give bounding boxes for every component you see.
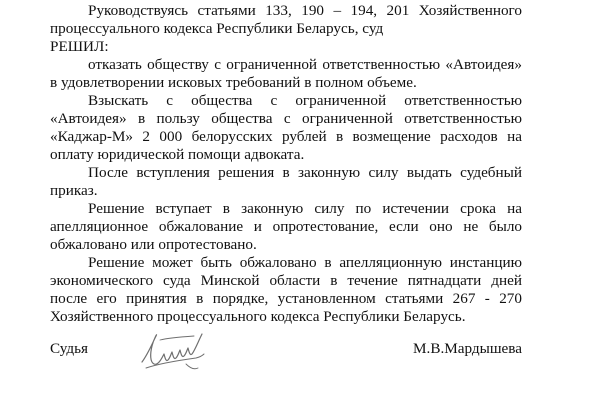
- signature-block: [50, 340, 522, 380]
- text-line: Решение вступает в законную силу по истечении срока на: [88, 200, 522, 217]
- text-line: «Автоидея» в пользу общества с ограниченной ответственностью: [50, 110, 522, 127]
- text-line: обжаловано или опротестовано.: [50, 236, 257, 253]
- handwritten-signature: [138, 328, 208, 374]
- text-line: процессуального кодекса Республики Беларусь, суд: [50, 20, 384, 37]
- text-line: РЕШИЛ:: [50, 38, 109, 55]
- text-line: экономического суда Минской области в течение пятнадцати дней: [50, 272, 522, 289]
- text-line: Хозяйственного процессуального кодекса Республики Беларусь.: [50, 308, 466, 325]
- text-line: после его принятия в порядке, установленном статьями 267 - 270: [50, 290, 522, 307]
- judge-label: Судья: [50, 340, 89, 357]
- text-line: апелляционное обжалование и опротестование, если оно не было: [50, 218, 522, 235]
- text-line: После вступления решения в законную силу выдать судебный: [88, 164, 522, 181]
- text-line: оплату юридической помощи адвоката.: [50, 146, 305, 163]
- text-line: Руководствуясь статьями 133, 190 – 194, 201 Хозяйственного: [88, 2, 522, 19]
- judge-name: М.В.Мардышева: [413, 340, 522, 357]
- text-line: отказать обществу с ограниченной ответственностью «Автоидея»: [88, 56, 522, 73]
- text-line: приказ.: [50, 182, 98, 199]
- text-line: в удовлетворении исковых требований в полном объеме.: [50, 74, 417, 91]
- text-line: Решение может быть обжаловано в апелляционную инстанцию: [88, 254, 522, 271]
- text-line: «Каджар-М» 2 000 белорусских рублей в возмещение расходов на: [50, 128, 522, 145]
- text-line: Взыскать с общества с ограниченной ответственностью: [88, 92, 522, 109]
